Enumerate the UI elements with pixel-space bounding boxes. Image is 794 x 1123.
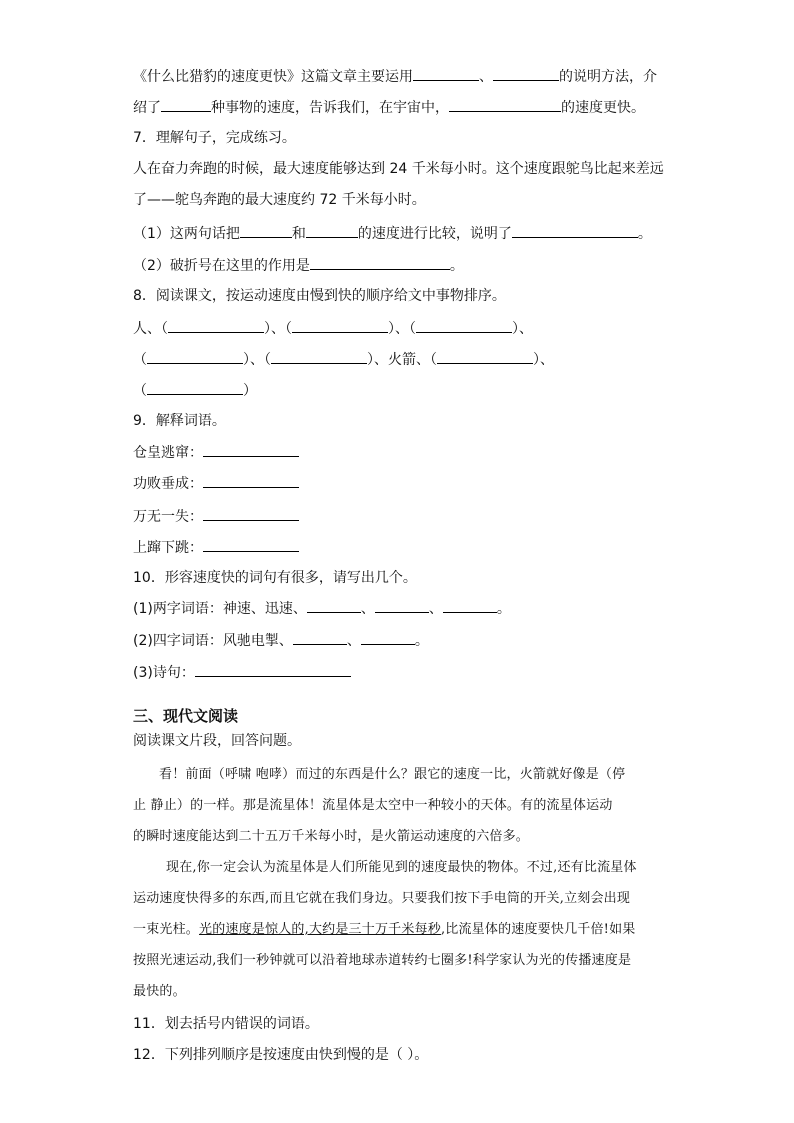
paren-right: ） bbox=[264, 321, 271, 337]
q7-part-2 bbox=[133, 255, 464, 276]
answer-blank[interactable] bbox=[240, 223, 292, 238]
q10-l1-text: (1)两字词语：神速、迅速、 bbox=[133, 601, 307, 617]
answer-blank[interactable] bbox=[449, 97, 561, 112]
answer-blank[interactable] bbox=[293, 630, 347, 645]
q7-p1-text-a: （1）这两句话把 bbox=[133, 226, 240, 242]
q10-line-2 bbox=[133, 630, 429, 651]
paren-left: （ bbox=[264, 352, 271, 368]
q10-stem: 10．形容速度快的词句有很多，请写出几个。 bbox=[133, 570, 417, 586]
paren-right: ） bbox=[367, 352, 374, 368]
paren-right: ） bbox=[512, 321, 519, 337]
passage-line: 最快的。 bbox=[133, 984, 186, 999]
q10-sep: 、 bbox=[346, 633, 361, 649]
q9-word: 功败垂成： bbox=[133, 476, 203, 492]
paren-left: （ bbox=[133, 383, 147, 399]
q8-sep: 、 bbox=[271, 321, 285, 337]
q8-row-2 bbox=[133, 349, 554, 370]
answer-blank[interactable] bbox=[306, 223, 358, 238]
q7-stem: 7．理解句子，完成练习。 bbox=[133, 130, 296, 146]
q6-line-1 bbox=[133, 66, 657, 87]
q10-l2-text: (2)四字词语：风驰电掣、 bbox=[133, 633, 293, 649]
paren-right: ） bbox=[243, 352, 250, 368]
q10-sep: 、 bbox=[360, 601, 375, 617]
passage-line bbox=[133, 920, 636, 940]
q9-item bbox=[133, 473, 299, 494]
answer-blank[interactable] bbox=[512, 223, 638, 238]
answer-blank[interactable] bbox=[437, 349, 533, 364]
q8-stem: 8．阅读课文，按运动速度由慢到快的顺序给文中事物排序。 bbox=[133, 288, 506, 304]
passage-text: 一束光柱。 bbox=[133, 922, 200, 937]
q10-sep: 、 bbox=[428, 601, 443, 617]
passage-text: ,比流星体的速度要快几千倍!如果 bbox=[440, 922, 636, 937]
q8-sep: 、 bbox=[540, 352, 554, 368]
q6-text-c: 绍了 bbox=[133, 100, 161, 116]
q9-item bbox=[133, 537, 299, 558]
paren-left: （ bbox=[409, 321, 416, 337]
q10-line-3 bbox=[133, 662, 351, 683]
q11-stem: 11．划去括号内错误的词语。 bbox=[133, 1016, 319, 1032]
q7-p1-text-b: 和 bbox=[291, 226, 306, 242]
passage-line: 现在,你一定会认为流星体是人们所能见到的速度最快的物体。不过,还有比流星体 bbox=[166, 860, 637, 875]
q7-sentence-1: 人在奋力奔跑的时候，最大速度能够达到 24 千米每小时。这个速度跟鸵鸟比起来差远 bbox=[133, 161, 664, 177]
q12-stem: 12．下列排列顺序是按速度由快到慢的是（ ）。 bbox=[133, 1047, 429, 1063]
q10-line-1 bbox=[133, 598, 511, 619]
q7-p2-text-a: （2）破折号在这里的作用是 bbox=[133, 258, 310, 274]
q6-text-b: 的说明方法，介 bbox=[559, 69, 657, 85]
answer-blank[interactable] bbox=[195, 662, 351, 677]
paren-left: （ bbox=[133, 352, 147, 368]
paren-right: ） bbox=[533, 352, 540, 368]
answer-blank[interactable] bbox=[161, 97, 211, 112]
q7-p2-text-b: 。 bbox=[449, 258, 464, 274]
q8-rocket: 火箭、 bbox=[388, 352, 430, 368]
q8-sep: 、 bbox=[250, 352, 264, 368]
answer-blank[interactable] bbox=[147, 380, 243, 395]
q6-sep: 、 bbox=[479, 69, 493, 85]
answer-blank[interactable] bbox=[271, 349, 367, 364]
answer-blank[interactable] bbox=[413, 66, 479, 81]
passage-line: 运动速度快得多的东西,而且它就在我们身边。只要我们按下手电筒的开关,立刻会出现 bbox=[133, 891, 631, 906]
paren-left: （ bbox=[430, 352, 437, 368]
q9-word: 仓皇逃窜： bbox=[133, 445, 203, 461]
q6-text-d: 种事物的速度，告诉我们，在宇宙中， bbox=[211, 100, 449, 116]
answer-blank[interactable] bbox=[361, 630, 415, 645]
answer-blank[interactable] bbox=[292, 318, 388, 333]
passage-line: 按照光速运动,我们一秒钟就可以沿着地球赤道转约七圈多!科学家认为光的传播速度是 bbox=[133, 953, 632, 968]
answer-blank[interactable] bbox=[203, 442, 299, 457]
answer-blank[interactable] bbox=[203, 537, 299, 552]
section-intro: 阅读课文片段，回答问题。 bbox=[133, 733, 301, 749]
section-title: 三、现代文阅读 bbox=[133, 707, 239, 725]
q8-sep: 、 bbox=[374, 352, 388, 368]
q9-item bbox=[133, 506, 299, 527]
q9-word: 上蹿下跳： bbox=[133, 540, 203, 556]
q9-item bbox=[133, 442, 299, 463]
q7-p1-text-d: 。 bbox=[637, 226, 652, 242]
q8-row-3 bbox=[133, 380, 257, 401]
q8-start: 人、 bbox=[133, 321, 161, 337]
q6-line-2 bbox=[133, 97, 645, 118]
answer-blank[interactable] bbox=[310, 255, 450, 270]
passage-line: 的瞬时速度能达到二十五万千米每小时，是火箭运动速度的六倍多。 bbox=[133, 829, 530, 844]
q10-end: 。 bbox=[414, 633, 429, 649]
q10-l3-text: (3)诗句： bbox=[133, 665, 195, 681]
answer-blank[interactable] bbox=[147, 349, 243, 364]
answer-blank[interactable] bbox=[375, 598, 429, 613]
q9-stem: 9．解释词语。 bbox=[133, 413, 226, 429]
answer-blank[interactable] bbox=[203, 506, 299, 521]
q8-sep: 、 bbox=[395, 321, 409, 337]
answer-blank[interactable] bbox=[307, 598, 361, 613]
q8-row-1 bbox=[133, 318, 533, 339]
passage-line: 止 静止）的一样。那是流星体！流星体是太空中一种较小的天体。有的流星体运动 bbox=[133, 798, 613, 813]
paren-right: ） bbox=[388, 321, 395, 337]
passage-line: 看！前面（呼啸 咆哮）而过的东西是什么？跟它的速度一比，火箭就好像是（停 bbox=[159, 767, 626, 782]
q9-word: 万无一失： bbox=[133, 509, 203, 525]
paren-right: ） bbox=[243, 383, 257, 399]
answer-blank[interactable] bbox=[203, 473, 299, 488]
underlined-sentence: 光的速度是惊人的,大约是三十万千米每秒 bbox=[199, 922, 441, 937]
q8-sep: 、 bbox=[519, 321, 533, 337]
answer-blank[interactable] bbox=[443, 598, 497, 613]
answer-blank[interactable] bbox=[493, 66, 559, 81]
paren-left: （ bbox=[285, 321, 292, 337]
q7-sentence-2: 了——鸵鸟奔跑的最大速度约 72 千米每小时。 bbox=[133, 192, 426, 208]
q6-text-e: 的速度更快。 bbox=[561, 100, 645, 116]
q7-part-1 bbox=[133, 223, 652, 244]
q7-p1-text-c: 的速度进行比较，说明了 bbox=[357, 226, 512, 242]
answer-blank[interactable] bbox=[416, 318, 512, 333]
answer-blank[interactable] bbox=[168, 318, 264, 333]
q6-text-a: 《什么比猎豹的速度更快》这篇文章主要运用 bbox=[133, 69, 413, 85]
q10-end: 。 bbox=[496, 601, 511, 617]
paren-left: （ bbox=[161, 321, 168, 337]
